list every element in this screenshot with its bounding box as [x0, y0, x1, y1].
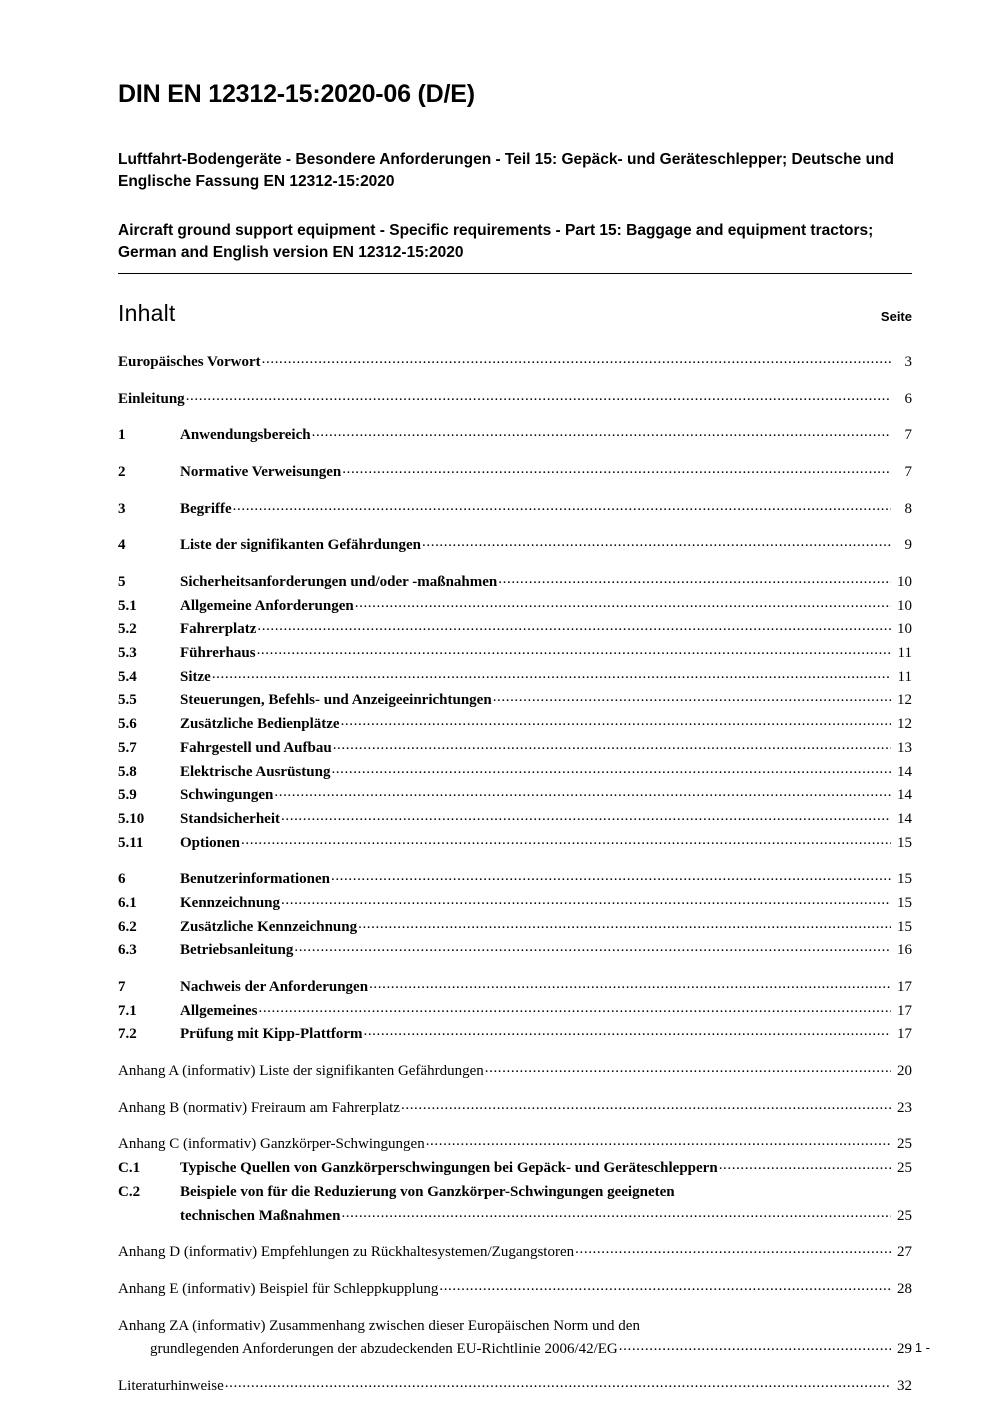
toc-entry-label: Europäisches Vorwort	[118, 353, 261, 370]
toc-entry-label: Optionen	[180, 834, 241, 851]
toc-entry[interactable]	[118, 1157, 912, 1181]
toc-entry-page: 25	[897, 1160, 912, 1177]
document-title-german: Luftfahrt-Bodengeräte - Besondere Anforderungen - Teil 15: Gepäck- und Geräteschlepper; Deutsche und Englische Fassung EN 12312-15:2020	[118, 151, 894, 191]
toc-entry[interactable]	[118, 939, 912, 963]
toc-entry-page: 13	[897, 739, 912, 756]
toc-group-annex	[118, 1097, 912, 1121]
toc-entry-number: 5.10	[118, 810, 145, 827]
toc-entry-page: 10	[897, 597, 912, 614]
toc-group	[118, 571, 912, 855]
toc-entry-page: 7	[904, 463, 912, 480]
toc-leader-dots	[186, 385, 891, 409]
page-number-footer: - 1 -	[906, 1340, 930, 1355]
toc-entry-page: 15	[897, 871, 912, 888]
toc-leader-dots	[341, 710, 891, 734]
toc-group-annex	[118, 1133, 912, 1228]
toc-entry-page: 11	[897, 668, 912, 685]
toc-entry-label: Typische Quellen von Ganzkörperschwingungen bei Gepäck- und Geräteschleppern	[180, 1160, 718, 1177]
toc-entry-number: 6.2	[118, 918, 137, 935]
toc-group	[118, 351, 912, 375]
toc-entry-label-line2: technischen Maßnahmen	[180, 1207, 341, 1224]
toc-entry-label: Anhang A (informativ) Liste der signifikanten Gefährdungen	[118, 1063, 484, 1080]
toc-entry-label: Anhang C (informativ) Ganzkörper-Schwingungen	[118, 1136, 425, 1153]
toc-leader-dots	[331, 865, 891, 889]
toc-entry[interactable]	[118, 1060, 912, 1084]
toc-entry-page: 10	[897, 621, 912, 638]
toc-entry-page: 25	[897, 1207, 912, 1224]
toc-leader-dots	[241, 829, 891, 853]
toc-entry-number: 5.11	[118, 834, 144, 851]
toc-leader-dots	[333, 734, 891, 758]
toc-header	[118, 300, 912, 327]
toc-entry-page: 14	[897, 787, 912, 804]
toc-entry-number: 6.1	[118, 894, 137, 911]
toc-entry-label: Kennzeichnung	[180, 894, 281, 911]
toc-entry[interactable]	[118, 1241, 912, 1265]
toc-entry-page: 12	[897, 716, 912, 733]
toc-entry-label: Anhang E (informativ) Beispiel für Schleppkupplung	[118, 1280, 439, 1297]
toc-entry-label: Schwingungen	[180, 787, 274, 804]
toc-group	[118, 388, 912, 412]
toc-leader-dots	[493, 686, 891, 710]
toc-entry-label: Allgemeines	[180, 1002, 258, 1019]
toc-entry-label: Beispiele von für die Reduzierung von Ganzkörper-Schwingungen geeigneten	[180, 1183, 675, 1200]
toc-entry-label: Zusätzliche Bedienplätze	[180, 716, 340, 733]
toc-entry-page: 32	[897, 1377, 912, 1394]
toc-leader-dots	[426, 1130, 891, 1154]
toc-entry-page: 7	[904, 427, 912, 444]
toc-entry-number: C.1	[118, 1160, 141, 1177]
toc-entry[interactable]	[118, 1375, 912, 1399]
toc-leader-dots	[498, 568, 891, 592]
toc-entry-number: 6	[118, 871, 126, 888]
toc-entry-label: Zusätzliche Kennzeichnung	[180, 918, 358, 935]
toc-entry-number: 1	[118, 427, 126, 444]
toc-entry-page: 3	[904, 353, 912, 370]
toc-entry-number: 5.7	[118, 739, 137, 756]
toc-group-annex	[118, 1278, 912, 1302]
toc-entry[interactable]	[118, 388, 912, 412]
toc-entry-page: 15	[897, 834, 912, 851]
toc-entry-page: 15	[897, 918, 912, 935]
toc-entry-page: 10	[897, 574, 912, 590]
toc-entry-label: Allgemeine Anforderungen	[180, 597, 354, 614]
toc-leader-dots	[422, 531, 891, 555]
toc-group-annex	[118, 1060, 912, 1084]
toc-entry-label: Anhang D (informativ) Empfehlungen zu Rückhaltesystemen/Zugangstoren	[118, 1244, 575, 1261]
toc-entry-number: 3	[118, 500, 126, 517]
toc-entry-page: 25	[897, 1136, 912, 1153]
toc-leader-dots	[294, 936, 891, 960]
toc-entry-page: 9	[904, 537, 912, 554]
toc-group	[118, 461, 912, 485]
toc-leader-dots	[369, 973, 891, 997]
toc-entry-page: 28	[897, 1280, 912, 1297]
toc-leader-dots	[212, 663, 891, 687]
toc-entry[interactable]	[118, 1278, 912, 1302]
toc-entry-page: 27	[897, 1244, 912, 1261]
toc-entry-label: Sitze	[180, 668, 211, 685]
toc-entry[interactable]	[118, 461, 912, 485]
toc-leader-dots	[312, 421, 891, 445]
document-title-english: Aircraft ground support equipment - Specific requirements - Part 15: Baggage and equipment tractors; German and English version EN 12312-15:2020	[118, 220, 912, 274]
toc-entry-page: 17	[897, 1002, 912, 1019]
toc-entry-page: 23	[897, 1099, 912, 1116]
toc-leader-dots	[575, 1238, 891, 1262]
toc-group	[118, 424, 912, 448]
toc-entry-label: Liste der signifikanten Gefährdungen	[180, 537, 422, 554]
toc-entry-page: 20	[897, 1063, 912, 1080]
document-number: DIN EN 12312-15:2020-06 (D/E)	[118, 80, 475, 108]
toc-entry-number: 5.9	[118, 787, 137, 804]
toc-entry-label: Nachweis der Anforderungen	[180, 979, 369, 995]
toc-entry-page: 14	[897, 810, 912, 827]
toc-entry-label: Führerhaus	[180, 645, 256, 662]
toc-leader-dots	[274, 781, 891, 805]
toc-group-annex	[118, 1375, 912, 1399]
toc-entry-page: 12	[897, 692, 912, 709]
toc-group-annex	[118, 1241, 912, 1265]
toc-entry-label-line2: grundlegenden Anforderungen der abzudeckenden EU-Richtlinie 2006/42/EG	[150, 1341, 618, 1358]
toc-entry-page: 8	[904, 500, 912, 517]
toc-entry-number: 6.3	[118, 942, 137, 959]
toc-entry-label: Elektrische Ausrüstung	[180, 763, 331, 780]
toc-entry[interactable]	[118, 832, 912, 856]
toc-group	[118, 534, 912, 558]
toc-entry[interactable]	[118, 498, 912, 522]
toc-entry-page: 17	[897, 1026, 912, 1043]
toc-leader-dots	[355, 592, 891, 616]
title-block	[118, 149, 912, 274]
toc-entry-page: 11	[897, 645, 912, 662]
toc-entry-label: Anhang B (normativ) Freiraum am Fahrerplatz	[118, 1099, 400, 1116]
toc-entry[interactable]	[118, 1315, 912, 1362]
toc-entry-label: Benutzerinformationen	[180, 871, 330, 888]
toc-leader-dots	[401, 1094, 891, 1118]
toc-group	[118, 868, 912, 963]
toc-leader-dots	[439, 1275, 891, 1299]
toc-entry-label: Prüfung mit Kipp-Plattform	[180, 1026, 363, 1043]
toc-entry-label: Standsicherheit	[180, 810, 281, 827]
toc-entry-label: Steuerungen, Befehls- und Anzeigeeinrichtungen	[180, 692, 492, 709]
toc-leader-dots	[281, 805, 891, 829]
toc-page-column-label: Seite	[880, 308, 912, 324]
toc-entry-label: Begriffe	[180, 500, 232, 517]
toc-leader-dots	[257, 615, 891, 639]
toc-group	[118, 976, 912, 1047]
toc-entry-label: Normative Verweisungen	[180, 463, 342, 480]
toc-leader-dots	[262, 348, 891, 372]
toc-entry-number: 5	[118, 574, 126, 590]
toc-entry-number: 4	[118, 537, 126, 554]
table-of-contents	[118, 351, 912, 1399]
toc-leader-dots	[619, 1335, 891, 1359]
toc-entry-label: Fahrerplatz	[180, 621, 257, 638]
toc-leader-dots	[225, 1372, 891, 1396]
toc-entry-label: Sicherheitsanforderungen und/oder -maßnahmen	[180, 574, 498, 590]
toc-entry-label: Betriebsanleitung	[180, 942, 294, 959]
toc-entry-number: 5.1	[118, 597, 137, 614]
toc-leader-dots	[331, 758, 891, 782]
toc-entry-number: 2	[118, 463, 126, 480]
toc-entry-page: 15	[897, 894, 912, 911]
toc-entry-number: 7	[118, 979, 126, 995]
toc-entry-label: Literaturhinweise	[118, 1377, 224, 1394]
toc-entry-number: 5.5	[118, 692, 137, 709]
toc-entry[interactable]	[118, 351, 912, 375]
toc-entry[interactable]	[118, 1023, 912, 1047]
toc-entry-label: Einleitung	[118, 390, 185, 407]
toc-entry-label: Anhang ZA (informativ) Zusammenhang zwischen dieser Europäischen Norm und den	[118, 1317, 640, 1334]
toc-entry-number: 5.6	[118, 716, 137, 733]
toc-leader-dots	[257, 639, 891, 663]
toc-entry-page: 6	[904, 390, 912, 407]
toc-leader-dots	[358, 913, 891, 937]
toc-leader-dots	[363, 1020, 891, 1044]
toc-leader-dots	[281, 889, 891, 913]
toc-entry-page: 14	[897, 763, 912, 780]
toc-entry-number: 7.1	[118, 1002, 137, 1019]
toc-entry[interactable]	[118, 1181, 912, 1228]
toc-heading: Inhalt	[118, 299, 176, 326]
toc-leader-dots	[485, 1057, 891, 1081]
toc-entry[interactable]	[118, 1097, 912, 1121]
toc-entry-page: 17	[897, 979, 912, 995]
toc-entry-number: 5.3	[118, 645, 137, 662]
toc-entry-number: 5.2	[118, 621, 137, 638]
toc-leader-dots	[258, 997, 891, 1021]
toc-leader-dots	[233, 495, 891, 519]
toc-entry-page: 29	[897, 1341, 912, 1358]
toc-entry-label: Anwendungsbereich	[180, 427, 311, 444]
toc-group-annex	[118, 1315, 912, 1362]
toc-entry-page: 16	[897, 942, 912, 959]
toc-entry-number: 5.4	[118, 668, 137, 685]
toc-entry-label: Fahrgestell und Aufbau	[180, 739, 332, 756]
toc-leader-dots	[341, 1202, 891, 1226]
toc-entry-number: C.2	[118, 1183, 141, 1200]
toc-entry[interactable]	[118, 534, 912, 558]
toc-group	[118, 498, 912, 522]
toc-entry-number: 7.2	[118, 1026, 137, 1043]
toc-entry-number: 5.8	[118, 763, 137, 780]
toc-entry[interactable]	[118, 424, 912, 448]
toc-leader-dots	[719, 1154, 891, 1178]
toc-leader-dots	[342, 458, 891, 482]
